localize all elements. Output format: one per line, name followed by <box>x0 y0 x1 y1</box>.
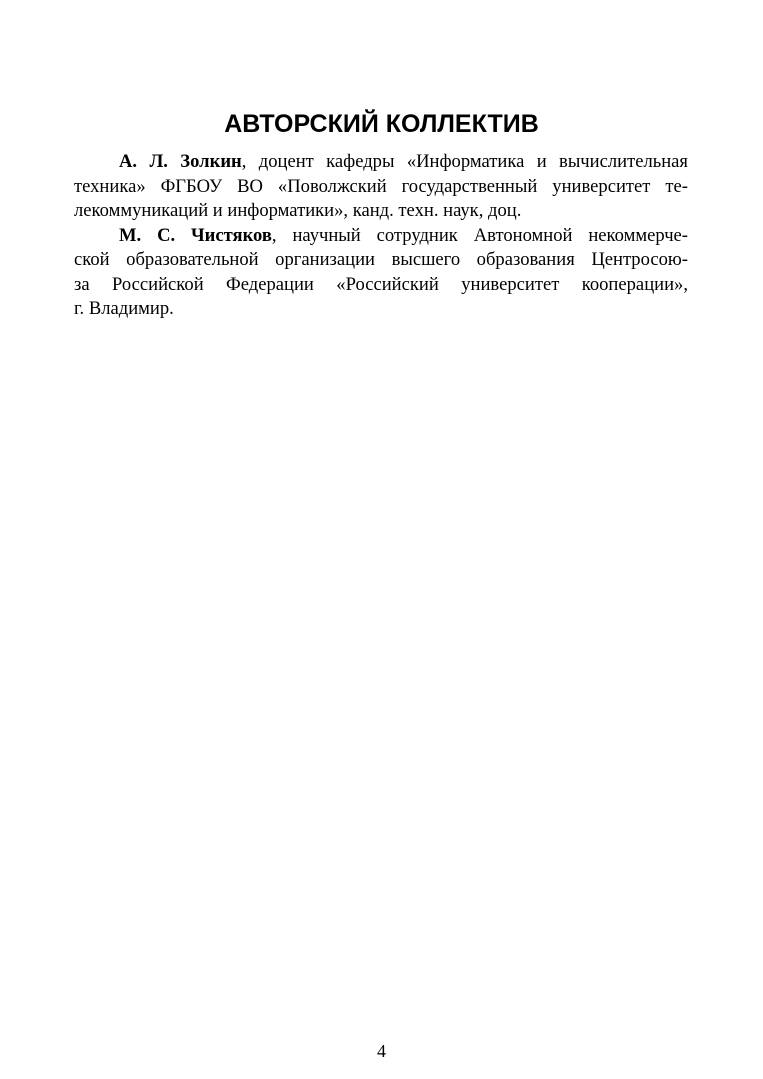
author-name: М. С. Чистяков <box>119 224 272 246</box>
text-line <box>74 150 688 175</box>
author-name: А. Л. Золкин <box>119 151 242 172</box>
text-line: за Российской Федерации «Российский университет кооперации», <box>74 273 688 295</box>
page-number: 4 <box>377 1041 386 1061</box>
author-entry-zolkin <box>74 150 688 224</box>
page-title: АВТОРСКИЙ КОЛЛЕКТИВ <box>224 110 539 138</box>
author-list <box>74 150 688 322</box>
author-entry-chistyakov <box>74 224 688 322</box>
text-line: техника» ФГБОУ ВО «Поволжский государственный университет те- <box>74 175 688 197</box>
text-line: г. Владимир. <box>74 298 174 319</box>
text-line: лекоммуникаций и информатики», канд. техн. наук, доц. <box>74 200 522 221</box>
author-description: , доцент кафедры «Информатика и вычислительная <box>241 151 688 172</box>
text-line <box>74 224 688 249</box>
text-line: ской образовательной организации высшего образования Центросою- <box>74 249 688 270</box>
author-description: , научный сотрудник Автономной некоммерче- <box>271 224 688 246</box>
